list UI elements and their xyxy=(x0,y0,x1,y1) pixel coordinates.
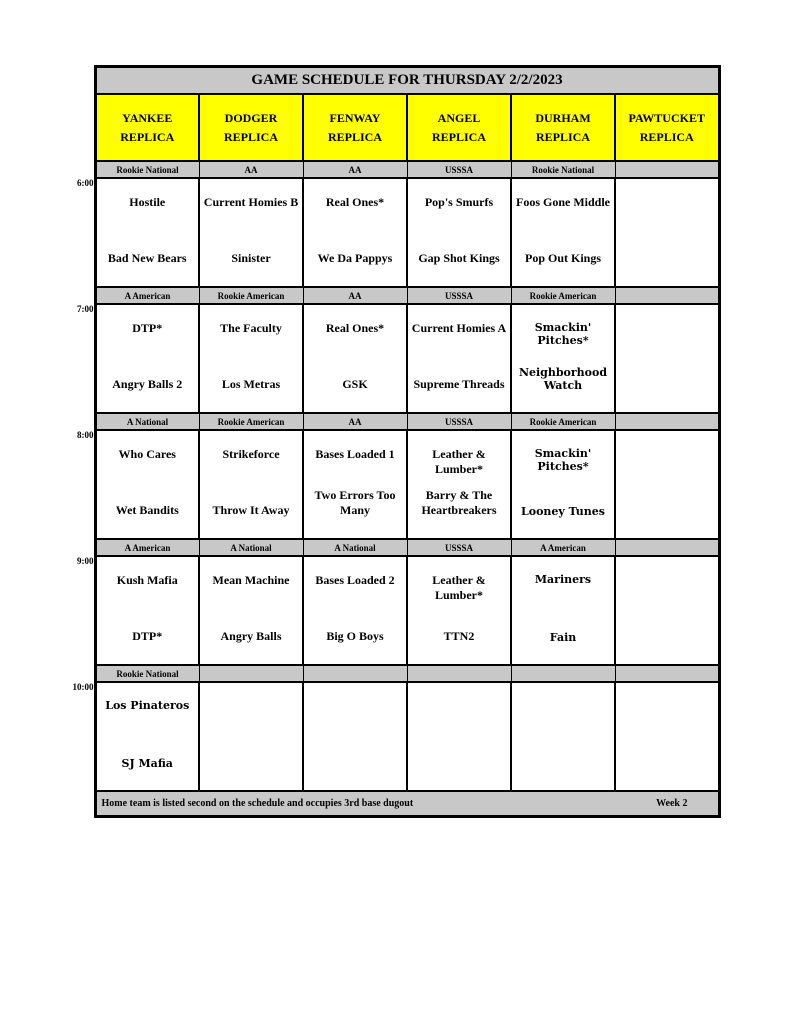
week-label: Week 2 xyxy=(656,798,688,809)
home-team-name: Sinister xyxy=(231,251,271,265)
home-team-name: Angry Balls 2 xyxy=(112,377,183,391)
home-team-name: Big O Boys xyxy=(326,629,384,643)
division-cell: USSSA xyxy=(407,161,511,178)
game-cell xyxy=(95,430,199,539)
away-team-name: Real Ones* xyxy=(325,321,385,335)
home-team-name: SJ Mafia xyxy=(121,756,173,770)
time-label: 7:00 xyxy=(77,304,94,314)
gutter-cell xyxy=(57,67,95,95)
away-team-name: Bases Loaded 2 xyxy=(315,573,395,587)
division-cell: A National xyxy=(95,413,199,430)
time-label: 6:00 xyxy=(77,178,94,188)
game-cell xyxy=(303,430,407,539)
home-team-name: DTP* xyxy=(132,629,163,643)
home-team-name: Neighborhood Watch xyxy=(518,365,608,392)
field-name: REPLICA xyxy=(431,129,486,144)
game-cell-empty xyxy=(615,178,719,287)
division-cell: Rookie American xyxy=(199,413,303,430)
away-team-name: Current Homies A xyxy=(411,321,507,335)
division-cell: Rookie American xyxy=(199,287,303,304)
gutter-cell xyxy=(57,287,95,304)
away-team-name: Kush Mafia xyxy=(116,573,178,587)
game-cell-empty xyxy=(407,682,511,791)
away-team-name: Leather & Lumber* xyxy=(432,447,486,476)
game-cell-empty xyxy=(615,304,719,413)
field-name: YANKEE xyxy=(122,110,173,125)
home-team-name: We Da Pappys xyxy=(317,251,393,265)
field-name: REPLICA xyxy=(639,129,694,144)
game-cell xyxy=(95,304,199,413)
division-cell: Rookie National xyxy=(95,161,199,178)
home-team-name: Los Metras xyxy=(221,377,281,391)
away-team-name: Los Pinateros xyxy=(105,699,190,712)
gutter-cell xyxy=(57,161,95,178)
division-cell: USSSA xyxy=(407,413,511,430)
game-cell xyxy=(199,430,303,539)
time-label: 10:00 xyxy=(72,682,94,692)
field-name: DURHAM xyxy=(535,110,591,125)
division-cell xyxy=(511,665,615,682)
division-cell: USSSA xyxy=(407,539,511,556)
home-team-name: Gap Shot Kings xyxy=(418,251,500,265)
field-header-pawtucket xyxy=(615,94,719,161)
away-team-name: Foos Gone Middle xyxy=(515,195,610,209)
division-cell: Rookie National xyxy=(511,161,615,178)
game-cell xyxy=(199,178,303,287)
game-cell xyxy=(407,556,511,665)
away-team-name: Mean Machine xyxy=(212,573,290,587)
field-name: ANGEL xyxy=(437,110,481,125)
game-cell xyxy=(511,430,615,539)
gutter-cell xyxy=(57,539,95,556)
game-cell xyxy=(303,178,407,287)
field-header-dodger xyxy=(199,94,303,161)
game-cell xyxy=(95,178,199,287)
division-cell xyxy=(199,665,303,682)
time-label: 9:00 xyxy=(77,556,94,566)
game-cell xyxy=(95,682,199,791)
gutter-cell xyxy=(57,413,95,430)
game-cell xyxy=(511,178,615,287)
home-team-name: TTN2 xyxy=(443,629,475,643)
division-cell: AA xyxy=(303,287,407,304)
division-cell xyxy=(615,413,719,430)
away-team-name: Strikeforce xyxy=(222,447,280,461)
time-label: 8:00 xyxy=(77,430,94,440)
gutter-cell xyxy=(57,94,95,161)
game-cell xyxy=(407,178,511,287)
home-team-name: Two Errors Too Many xyxy=(314,488,396,517)
field-header-fenway xyxy=(303,94,407,161)
division-cell xyxy=(615,287,719,304)
game-cell xyxy=(511,556,615,665)
game-cell-empty xyxy=(615,430,719,539)
field-name: DODGER xyxy=(224,110,278,125)
field-name: REPLICA xyxy=(535,129,590,144)
away-team-name: Leather & Lumber* xyxy=(432,573,486,602)
away-team-name: Bases Loaded 1 xyxy=(315,447,395,461)
division-cell: AA xyxy=(303,161,407,178)
home-team-name: Wet Bandits xyxy=(115,503,179,517)
division-cell: A American xyxy=(95,287,199,304)
division-cell xyxy=(407,665,511,682)
gutter-cell xyxy=(57,791,95,817)
away-team-name: Pop's Smurfs xyxy=(424,195,494,209)
field-name: REPLICA xyxy=(120,129,175,144)
schedule-title: GAME SCHEDULE FOR THURSDAY 2/2/2023 xyxy=(95,67,719,95)
home-team-name: Angry Balls xyxy=(220,629,282,643)
game-cell xyxy=(303,304,407,413)
game-cell-empty xyxy=(303,682,407,791)
division-cell: USSSA xyxy=(407,287,511,304)
game-cell-empty xyxy=(199,682,303,791)
away-team-name: Current Homies B xyxy=(203,195,299,209)
home-team-name: Looney Tunes xyxy=(521,504,605,518)
away-team-name: Smackin' Pitches* xyxy=(534,321,592,348)
game-cell xyxy=(95,556,199,665)
division-cell: Rookie American xyxy=(511,413,615,430)
home-team-name: Supreme Threads xyxy=(413,377,505,391)
division-cell xyxy=(615,539,719,556)
game-cell xyxy=(303,556,407,665)
home-team-name: Pop Out Kings xyxy=(524,251,602,265)
home-team-name: Throw It Away xyxy=(212,503,290,517)
game-cell-empty xyxy=(615,556,719,665)
game-cell xyxy=(511,304,615,413)
gutter-cell xyxy=(57,665,95,682)
footer-note: Home team is listed second on the schedule and occupies 3rd base dugout xyxy=(101,798,414,809)
schedule-table xyxy=(57,65,721,818)
field-header-angel xyxy=(407,94,511,161)
away-team-name: Who Cares xyxy=(118,447,176,461)
division-cell: A National xyxy=(199,539,303,556)
game-cell-empty xyxy=(511,682,615,791)
away-team-name: Smackin' Pitches* xyxy=(534,447,592,474)
game-cell-empty xyxy=(615,682,719,791)
home-team-name: Fain xyxy=(549,630,577,644)
game-cell xyxy=(199,304,303,413)
away-team-name: Real Ones* xyxy=(325,195,385,209)
away-team-name: Mariners xyxy=(534,573,592,586)
division-cell: AA xyxy=(303,413,407,430)
division-cell: Rookie American xyxy=(511,287,615,304)
division-cell xyxy=(615,665,719,682)
game-cell xyxy=(407,304,511,413)
field-name: REPLICA xyxy=(223,129,278,144)
field-header-durham xyxy=(511,94,615,161)
home-team-name: GSK xyxy=(342,377,368,391)
away-team-name: The Faculty xyxy=(220,321,282,335)
division-cell xyxy=(615,161,719,178)
field-name: REPLICA xyxy=(327,129,382,144)
division-cell: AA xyxy=(199,161,303,178)
field-header-yankee xyxy=(95,94,199,161)
footer-bar xyxy=(95,791,719,817)
game-cell xyxy=(407,430,511,539)
field-name: FENWAY xyxy=(329,110,381,125)
division-cell: A American xyxy=(95,539,199,556)
away-team-name: DTP* xyxy=(132,321,163,335)
division-cell xyxy=(303,665,407,682)
home-team-name: Bad New Bears xyxy=(107,251,187,265)
division-cell: Rookie National xyxy=(95,665,199,682)
away-team-name: Hostile xyxy=(129,195,166,209)
field-name: PAWTUCKET xyxy=(628,110,705,125)
division-cell: A American xyxy=(511,539,615,556)
division-cell: A National xyxy=(303,539,407,556)
home-team-name: Barry & The Heartbreakers xyxy=(421,488,497,517)
game-cell xyxy=(199,556,303,665)
